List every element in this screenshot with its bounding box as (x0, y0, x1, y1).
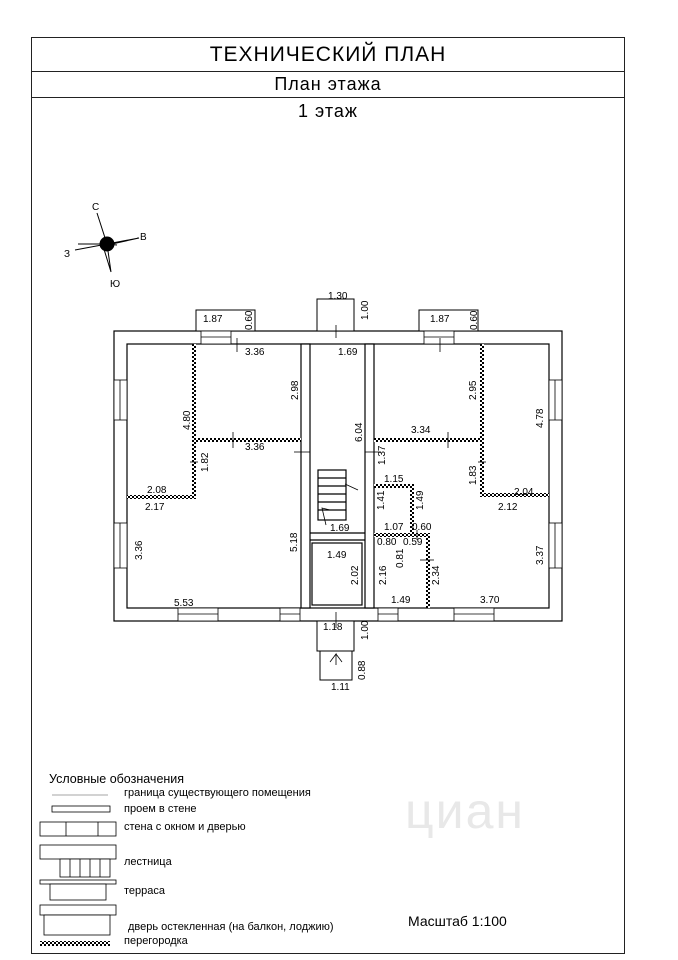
dimension-labels (145, 291, 534, 693)
dim: 2.02 (350, 565, 361, 585)
dim: 2.98 (290, 380, 301, 400)
compass-north: С (92, 202, 100, 213)
dim: 1.15 (384, 474, 404, 485)
legend-item: проем в стене (124, 803, 197, 815)
dim: 5.53 (174, 598, 194, 609)
dim: 1.18 (323, 622, 343, 633)
dim: 2.16 (378, 565, 389, 585)
legend-item: лестница (124, 856, 172, 868)
legend-item: граница существующего помещения (124, 787, 311, 799)
dim: 1.49 (391, 595, 411, 606)
legend-symbols (40, 795, 116, 946)
dim: 1.49 (415, 490, 426, 510)
dim: 1.00 (360, 300, 371, 320)
dim: 2.12 (498, 502, 518, 513)
dim: 1.37 (377, 445, 388, 465)
dim: 3.36 (134, 540, 145, 560)
dim: 0.81 (395, 548, 406, 568)
dim: 3.37 (535, 545, 546, 565)
dim: 6.04 (354, 422, 365, 442)
legend-item: терраса (124, 885, 166, 897)
dim: 5.18 (289, 532, 300, 552)
dim: 1.30 (328, 291, 348, 302)
dim: 0.60 (469, 310, 480, 330)
dim: 3.36 (245, 442, 265, 453)
dim: 4.78 (535, 408, 546, 428)
dim: 0.80 (377, 537, 397, 548)
dim: 4.80 (182, 410, 193, 430)
dim: 2.17 (145, 502, 165, 513)
legend-item: стена с окном и дверью (124, 821, 246, 833)
windows (114, 331, 562, 621)
watermark: циан (405, 783, 525, 839)
dim: 1.69 (330, 523, 350, 534)
dim: 0.88 (357, 660, 368, 680)
dim: 1.87 (203, 314, 223, 325)
door-marks (190, 325, 486, 665)
plan-subtitle: План этажа (31, 72, 625, 98)
dim: 1.87 (430, 314, 450, 325)
dim: 1.83 (468, 465, 479, 485)
dim: 1.41 (376, 490, 387, 510)
dim: 1.82 (200, 452, 211, 472)
dim: 0.60 (244, 310, 255, 330)
legend-item: дверь остекленная (на балкон, лоджию) (128, 921, 334, 933)
dim: 1.11 (331, 682, 350, 693)
dim: 1.00 (360, 620, 371, 640)
compass-west: З (64, 249, 71, 260)
dim: 3.70 (480, 595, 500, 606)
floor-label: 1 этаж (298, 101, 358, 121)
dim: 0.60 (412, 522, 432, 533)
dim: 1.07 (384, 522, 404, 533)
dim: 1.69 (338, 347, 358, 358)
dim: 2.08 (147, 485, 167, 496)
dim: 3.36 (245, 347, 265, 358)
compass-east: В (140, 232, 147, 243)
dim: 2.04 (514, 487, 534, 498)
dim: 3.34 (411, 425, 431, 436)
legend-title: Условные обозначения (49, 772, 185, 786)
dim: 2.95 (468, 380, 479, 400)
compass-icon (75, 213, 139, 272)
plan-title: ТЕХНИЧЕСКИЙ ПЛАН (31, 38, 625, 72)
exterior-walls (114, 331, 562, 621)
dim: 1.49 (327, 550, 347, 561)
interior-walls (301, 344, 374, 608)
scale-label: Масштаб 1:100 (408, 913, 507, 929)
partitions (127, 344, 549, 608)
compass-south: Ю (110, 279, 121, 290)
legend-item: перегородка (124, 935, 188, 947)
dim: 0.59 (403, 537, 423, 548)
dim: 2.34 (431, 565, 442, 585)
